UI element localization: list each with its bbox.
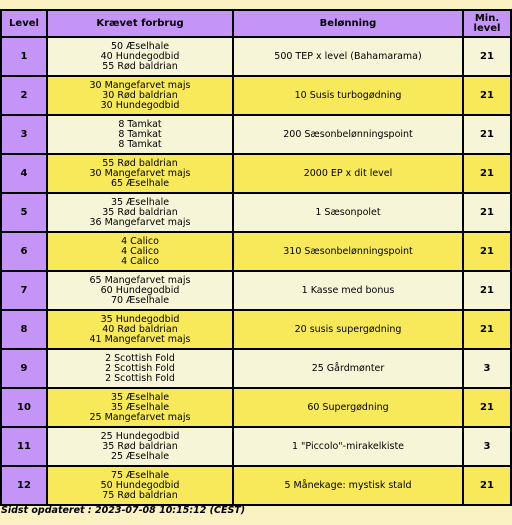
requirement-item: 41 Mangefarvet majs — [89, 333, 191, 345]
min-level-header-line-1: Min. — [474, 12, 500, 24]
requirement-item: 30 Mangefarvet majs — [89, 167, 191, 179]
requirement-cell — [47, 76, 233, 115]
requirement-item: 4 Calico — [121, 235, 159, 247]
reward-column-header: Belønning — [233, 10, 463, 37]
min-level-cell: 21 — [463, 37, 511, 76]
min-level-cell: 3 — [463, 349, 511, 388]
reward-cell: 5 Månekage: mystisk stald — [233, 466, 463, 505]
requirement-item: 30 Hundegodbid — [100, 99, 180, 111]
requirement-item: 25 Mangefarvet majs — [89, 411, 191, 423]
level-cell: 10 — [1, 388, 47, 427]
reward-cell: 20 susis supergødning — [233, 310, 463, 349]
requirement-item: 75 Rød baldrian — [102, 489, 178, 501]
requirement-cell — [47, 232, 233, 271]
last-updated-text: Sidst opdateret : 2023-07-08 10:15:12 (CEST) — [1, 505, 246, 516]
level-cell: 5 — [1, 193, 47, 232]
reward-cell: 200 Sæsonbelønningspoint — [233, 115, 463, 154]
requirement-item: 70 Æselhale — [110, 294, 170, 306]
requirement-item: 75 Æselhale — [110, 469, 170, 481]
level-column-header: Level — [1, 10, 47, 37]
level-cell: 11 — [1, 427, 47, 466]
requirement-item: 55 Rød baldrian — [102, 157, 178, 169]
min-level-cell: 21 — [463, 466, 511, 505]
requirement-item: 40 Rød baldrian — [102, 323, 178, 335]
table-row — [1, 193, 511, 232]
min-level-cell: 21 — [463, 76, 511, 115]
table-row — [1, 76, 511, 115]
table-row — [1, 388, 511, 427]
level-cell: 7 — [1, 271, 47, 310]
requirement-item: 60 Hundegodbid — [100, 284, 180, 296]
reward-cell: 2000 EP x dit level — [233, 154, 463, 193]
requirement-item: 36 Mangefarvet majs — [89, 216, 191, 228]
min-level-cell: 21 — [463, 271, 511, 310]
min-level-cell: 21 — [463, 193, 511, 232]
requirement-item: 4 Calico — [121, 245, 159, 257]
table-row — [1, 271, 511, 310]
requirement-cell — [47, 388, 233, 427]
requirement-item: 35 Hundegodbid — [100, 313, 180, 325]
requirement-item: 30 Mangefarvet majs — [89, 79, 191, 91]
reward-cell: 500 TEP x level (Bahamarama) — [233, 37, 463, 76]
requirement-item: 65 Æselhale — [110, 177, 170, 189]
requirement-item: 50 Æselhale — [110, 40, 170, 52]
min-level-cell: 21 — [463, 154, 511, 193]
requirement-item: 35 Æselhale — [110, 196, 170, 208]
requirement-item: 35 Æselhale — [110, 391, 170, 403]
table-body — [1, 37, 511, 505]
requirement-cell — [47, 193, 233, 232]
requirement-cell — [47, 271, 233, 310]
reward-cell: 1 Kasse med bonus — [233, 271, 463, 310]
requirement-item: 25 Æselhale — [110, 450, 170, 462]
requirement-cell — [47, 310, 233, 349]
reward-cell: 1 Sæsonpolet — [233, 193, 463, 232]
reward-cell: 310 Sæsonbelønningspoint — [233, 232, 463, 271]
requirement-item: 65 Mangefarvet majs — [89, 274, 191, 286]
requirement-cell — [47, 115, 233, 154]
level-cell: 8 — [1, 310, 47, 349]
requirement-cell — [47, 37, 233, 76]
requirement-item: 2 Scottish Fold — [105, 362, 175, 374]
requirement-item: 8 Tamkat — [118, 128, 162, 140]
requirement-item: 35 Rød baldrian — [102, 206, 178, 218]
min-level-cell: 3 — [463, 427, 511, 466]
min-level-cell: 21 — [463, 310, 511, 349]
level-cell: 2 — [1, 76, 47, 115]
min-level-cell: 21 — [463, 115, 511, 154]
requirement-item: 30 Rød baldrian — [102, 89, 178, 101]
reward-cell: 10 Susis turbogødning — [233, 76, 463, 115]
min-level-header-line-2: level — [473, 22, 501, 34]
requirement-cell — [47, 154, 233, 193]
min-level-cell: 21 — [463, 232, 511, 271]
requirement-item: 2 Scottish Fold — [105, 372, 175, 384]
min-level-column-header — [463, 10, 511, 37]
level-cell: 3 — [1, 115, 47, 154]
reward-cell: 25 Gårdmønter — [233, 349, 463, 388]
requirement-item: 8 Tamkat — [118, 118, 162, 130]
table-row — [1, 115, 511, 154]
requirement-cell — [47, 466, 233, 505]
level-cell: 6 — [1, 232, 47, 271]
table-row — [1, 427, 511, 466]
level-cell: 4 — [1, 154, 47, 193]
table-row — [1, 310, 511, 349]
requirement-item: 50 Hundegodbid — [100, 479, 180, 491]
table-row — [1, 154, 511, 193]
requirement-item: 25 Hundegodbid — [100, 430, 180, 442]
requirement-item: 40 Hundegodbid — [100, 50, 180, 62]
reward-cell: 1 "Piccolo"-mirakelkiste — [233, 427, 463, 466]
requirement-cell — [47, 427, 233, 466]
rewards-table — [0, 9, 512, 506]
requirement-item: 35 Æselhale — [110, 401, 170, 413]
level-cell: 12 — [1, 466, 47, 505]
table-row — [1, 466, 511, 505]
requirement-item: 55 Rød baldrian — [102, 60, 178, 72]
requirement-item: 4 Calico — [121, 255, 159, 267]
requirement-item: 8 Tamkat — [118, 138, 162, 150]
requirement-item: 2 Scottish Fold — [105, 352, 175, 364]
table-row — [1, 232, 511, 271]
requirement-column-header: Krævet forbrug — [47, 10, 233, 37]
table-row — [1, 349, 511, 388]
level-cell: 9 — [1, 349, 47, 388]
level-cell: 1 — [1, 37, 47, 76]
table-header-row — [1, 10, 511, 37]
requirement-item: 35 Rød baldrian — [102, 440, 178, 452]
table-row — [1, 37, 511, 76]
requirement-cell — [47, 349, 233, 388]
reward-cell: 60 Supergødning — [233, 388, 463, 427]
min-level-cell: 21 — [463, 388, 511, 427]
